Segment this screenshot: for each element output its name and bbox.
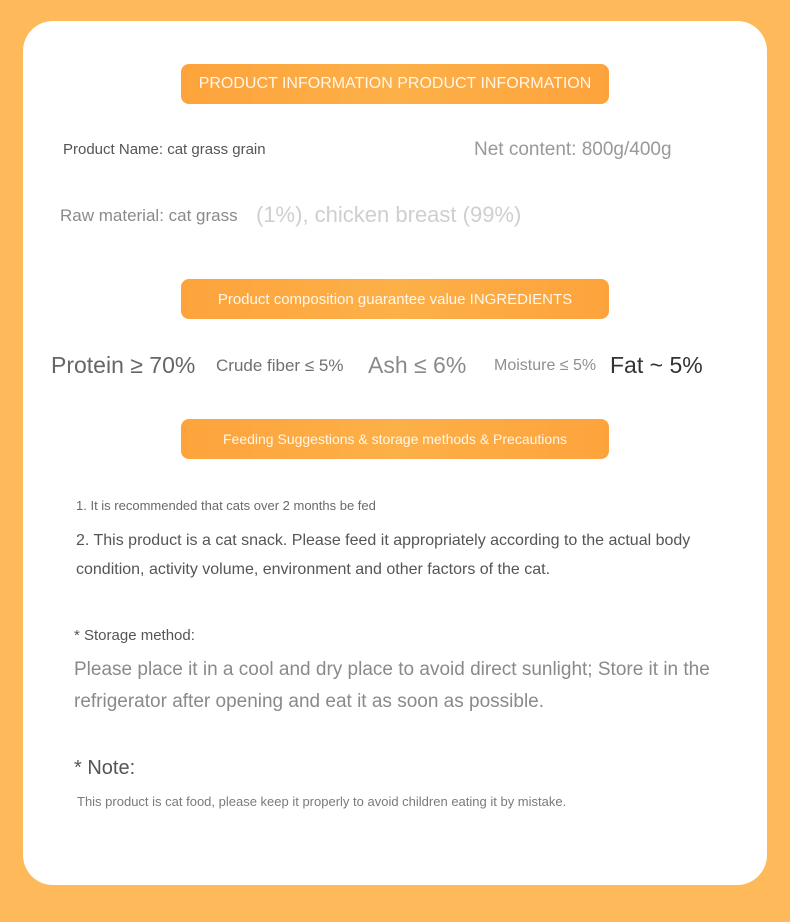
note-text: This product is cat food, please keep it properly to avoid children eating it by mistake. [77, 794, 567, 809]
product-information-heading: PRODUCT INFORMATION PRODUCT INFORMATION [198, 75, 592, 92]
protein-value: Protein ≥ 70% [51, 352, 196, 378]
crude-fiber-value: Crude fiber ≤ 5% [216, 356, 344, 375]
ash-value: Ash ≤ 6% [368, 352, 467, 378]
storage-method-text: Please place it in a cool and dry place to avoid direct sunlight; Store it in the refrigerator after opening and eat it as soon as possible. [74, 659, 710, 712]
raw-material-detail: (1%), chicken breast (99%) [256, 202, 522, 227]
note-label: * Note: [74, 757, 136, 779]
product-information-banner [181, 64, 609, 104]
composition-heading: Product composition guarantee value INGREDIENTS [217, 290, 573, 308]
raw-material-label: Raw material: cat grass [60, 206, 238, 225]
product-name: Product Name: cat grass grain [63, 141, 266, 158]
net-content: Net content: 800g/400g [474, 139, 672, 160]
feeding-heading: Feeding Suggestions & storage methods & Precautions [223, 431, 567, 447]
feeding-suggestion-1: 1. It is recommended that cats over 2 months be fed [76, 498, 376, 513]
feeding-suggestion-2: 2. This product is a cat snack. Please feed it appropriately according to the actual body condition, activity volume, environment and other factors of the cat. [76, 532, 691, 578]
feeding-banner [181, 419, 609, 459]
composition-banner [181, 279, 609, 319]
storage-method-label: * Storage method: [74, 627, 195, 644]
product-info-card [23, 21, 767, 885]
moisture-value: Moisture ≤ 5% [494, 357, 597, 374]
fat-value: Fat ~ 5% [610, 352, 703, 378]
